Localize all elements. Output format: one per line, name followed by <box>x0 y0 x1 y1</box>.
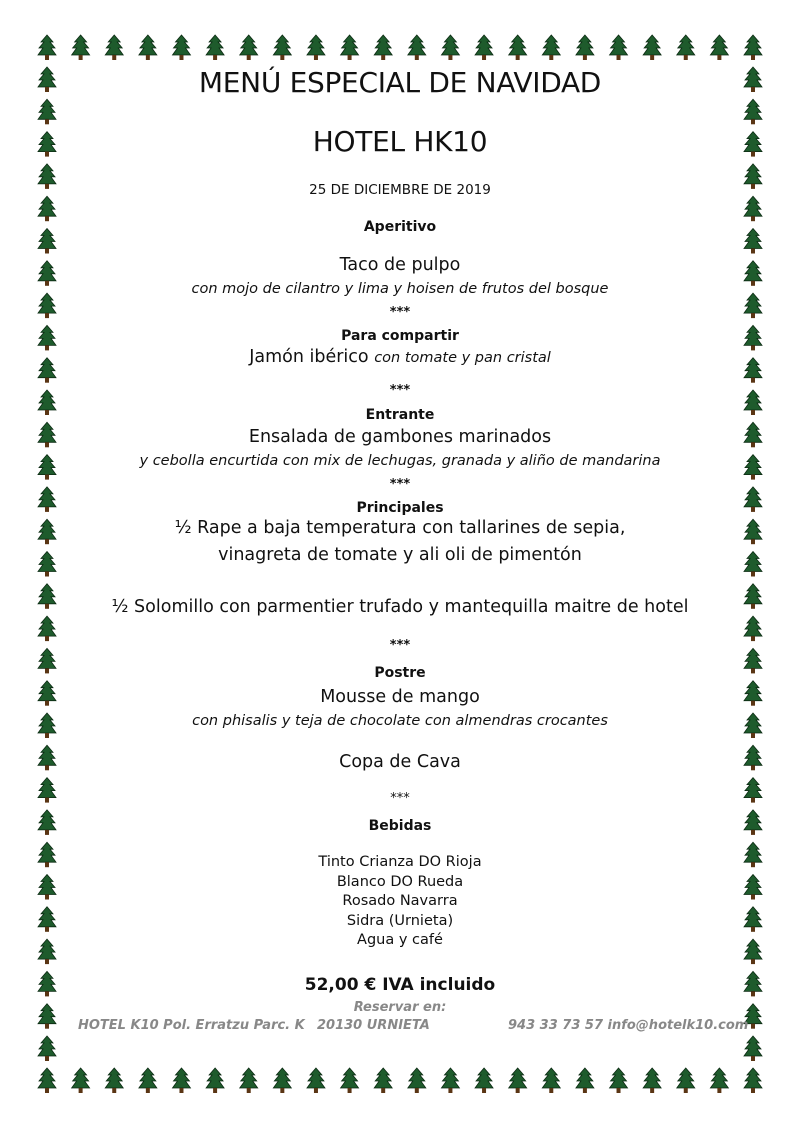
christmas-tree-icon <box>105 35 123 60</box>
christmas-tree-icon <box>38 487 56 512</box>
christmas-tree-icon <box>744 745 762 770</box>
christmas-tree-icon <box>509 35 527 60</box>
dish-principal-2: ½ Solomillo con parmentier trufado y mantequilla maitre de hotel <box>111 597 689 617</box>
christmas-tree-icon <box>610 1068 628 1093</box>
separator: *** <box>390 791 410 806</box>
christmas-tree-icon <box>273 35 291 60</box>
christmas-tree-icon <box>576 35 594 60</box>
section-heading-compartir: Para compartir <box>341 328 459 344</box>
christmas-tree-icon <box>542 35 560 60</box>
christmas-tree-icon <box>38 842 56 867</box>
christmas-tree-icon <box>744 971 762 996</box>
christmas-tree-icon <box>408 1068 426 1093</box>
dish-desc-compartir: con tomate y pan cristal <box>374 350 551 366</box>
menu-title: MENÚ ESPECIAL DE NAVIDAD <box>198 66 602 99</box>
dish-principal-1-line2: vinagreta de tomate y ali oli de pimentón <box>218 545 582 565</box>
christmas-tree-icon <box>744 552 762 577</box>
christmas-tree-icon <box>744 229 762 254</box>
christmas-tree-icon <box>610 35 628 60</box>
dish-copa-cava: Copa de Cava <box>339 752 461 772</box>
christmas-tree-icon <box>744 681 762 706</box>
drinks-list <box>60 853 740 951</box>
christmas-tree-icon <box>38 778 56 803</box>
christmas-tree-icon <box>744 519 762 544</box>
christmas-tree-icon <box>441 35 459 60</box>
christmas-tree-icon <box>38 810 56 835</box>
christmas-tree-icon <box>38 35 56 60</box>
footer-address: HOTEL K10 Pol. Erratzu Parc. K <box>78 1018 305 1033</box>
christmas-tree-icon <box>744 778 762 803</box>
christmas-tree-icon <box>475 1068 493 1093</box>
christmas-tree-icon <box>105 1068 123 1093</box>
christmas-tree-icon <box>744 325 762 350</box>
dish-desc-postre: con phisalis y teja de chocolate con almendras crocantes <box>192 713 608 729</box>
christmas-tree-icon <box>744 810 762 835</box>
christmas-tree-icon <box>38 552 56 577</box>
christmas-tree-icon <box>744 164 762 189</box>
dish-compartir <box>60 347 740 367</box>
christmas-tree-icon <box>744 99 762 124</box>
section-heading-bebidas: Bebidas <box>368 818 432 834</box>
christmas-tree-icon <box>542 1068 560 1093</box>
christmas-tree-icon <box>744 35 762 60</box>
christmas-tree-icon <box>744 67 762 92</box>
christmas-tree-icon <box>643 1068 661 1093</box>
christmas-tree-icon <box>744 584 762 609</box>
christmas-tree-icon <box>38 261 56 286</box>
christmas-tree-icon <box>240 1068 258 1093</box>
drink-item: Rosado Navarra <box>342 893 458 909</box>
christmas-tree-icon <box>206 35 224 60</box>
dish-desc-aperitivo: con mojo de cilantro y lima y hoisen de frutos del bosque <box>191 281 609 297</box>
christmas-tree-icon <box>38 939 56 964</box>
christmas-tree-icon <box>38 325 56 350</box>
christmas-tree-icon <box>744 1036 762 1061</box>
christmas-tree-icon <box>139 35 157 60</box>
christmas-tree-icon <box>374 1068 392 1093</box>
christmas-tree-icon <box>38 293 56 318</box>
christmas-tree-icon <box>38 99 56 124</box>
christmas-tree-icon <box>273 1068 291 1093</box>
christmas-tree-icon <box>744 842 762 867</box>
christmas-tree-icon <box>38 67 56 92</box>
christmas-tree-icon <box>206 1068 224 1093</box>
christmas-tree-icon <box>744 293 762 318</box>
christmas-tree-icon <box>677 1068 695 1093</box>
christmas-tree-icon <box>38 616 56 641</box>
christmas-tree-icon <box>744 616 762 641</box>
separator: *** <box>389 305 411 320</box>
section-heading-principales: Principales <box>356 500 444 516</box>
christmas-tree-icon <box>172 35 190 60</box>
christmas-tree-icon <box>744 713 762 738</box>
dish-desc-entrante: y cebolla encurtida con mix de lechugas, granada y aliño de mandarina <box>139 453 661 469</box>
christmas-tree-icon <box>240 35 258 60</box>
christmas-tree-icon <box>139 1068 157 1093</box>
christmas-tree-icon <box>475 35 493 60</box>
christmas-tree-icon <box>744 648 762 673</box>
christmas-tree-icon <box>38 713 56 738</box>
christmas-tree-icon <box>744 875 762 900</box>
dish-postre: Mousse de mango <box>320 687 480 707</box>
christmas-tree-icon <box>341 1068 359 1093</box>
christmas-tree-icon <box>744 907 762 932</box>
dish-principal-1-line1: ½ Rape a baja temperatura con tallarines de sepia, <box>174 518 626 538</box>
section-heading-aperitivo: Aperitivo <box>363 219 437 235</box>
dish-name-compartir: Jamón ibérico <box>249 347 369 367</box>
reserve-label: Reservar en: <box>353 1000 447 1015</box>
christmas-tree-icon <box>744 422 762 447</box>
christmas-tree-icon <box>38 196 56 221</box>
christmas-tree-icon <box>374 35 392 60</box>
christmas-tree-icon <box>72 1068 90 1093</box>
christmas-tree-icon <box>38 519 56 544</box>
christmas-tree-icon <box>677 35 695 60</box>
christmas-tree-icon <box>744 939 762 964</box>
christmas-tree-icon <box>72 35 90 60</box>
christmas-tree-icon <box>744 487 762 512</box>
christmas-tree-icon <box>38 422 56 447</box>
christmas-tree-icon <box>38 1068 56 1093</box>
separator: *** <box>389 638 411 653</box>
christmas-tree-icon <box>341 35 359 60</box>
christmas-tree-icon <box>408 35 426 60</box>
footer-contact: 943 33 73 57 info@hotelk10.com <box>508 1018 749 1033</box>
christmas-tree-icon <box>38 745 56 770</box>
dish-entrante: Ensalada de gambones marinados <box>248 427 552 447</box>
christmas-tree-icon <box>38 648 56 673</box>
christmas-tree-icon <box>744 390 762 415</box>
separator: *** <box>389 383 411 398</box>
christmas-tree-icon <box>38 455 56 480</box>
christmas-tree-icon <box>744 455 762 480</box>
drink-item: Sidra (Urnieta) <box>346 912 454 929</box>
christmas-tree-icon <box>38 875 56 900</box>
drink-item: Tinto Crianza DO Rioja <box>318 854 482 870</box>
christmas-tree-icon <box>744 261 762 286</box>
christmas-tree-icon <box>509 1068 527 1093</box>
christmas-tree-icon <box>38 229 56 254</box>
christmas-tree-icon <box>441 1068 459 1093</box>
christmas-tree-icon <box>576 1068 594 1093</box>
christmas-tree-icon <box>38 132 56 157</box>
christmas-tree-icon <box>38 1036 56 1061</box>
christmas-tree-icon <box>307 35 325 60</box>
christmas-tree-icon <box>710 1068 728 1093</box>
section-heading-postre: Postre <box>374 665 426 681</box>
hotel-name: HOTEL HK10 <box>312 125 488 158</box>
christmas-tree-icon <box>38 164 56 189</box>
separator: *** <box>389 477 411 492</box>
christmas-tree-icon <box>38 681 56 706</box>
christmas-tree-icon <box>744 1068 762 1093</box>
christmas-tree-icon <box>643 35 661 60</box>
dish-aperitivo: Taco de pulpo <box>339 255 461 275</box>
christmas-tree-icon <box>38 584 56 609</box>
christmas-tree-icon <box>744 196 762 221</box>
christmas-tree-icon <box>38 358 56 383</box>
drink-item: Agua y café <box>357 932 443 948</box>
christmas-tree-icon <box>744 358 762 383</box>
drink-item: Blanco DO Rueda <box>336 873 464 890</box>
christmas-tree-icon <box>710 35 728 60</box>
menu-date: 25 DE DICIEMBRE DE 2019 <box>309 182 491 198</box>
christmas-tree-icon <box>172 1068 190 1093</box>
christmas-tree-icon <box>744 132 762 157</box>
price: 52,00 € IVA incluido <box>304 975 496 995</box>
christmas-tree-icon <box>38 390 56 415</box>
footer-city: 20130 URNIETA <box>317 1018 430 1033</box>
christmas-tree-icon <box>38 971 56 996</box>
christmas-tree-icon <box>38 907 56 932</box>
christmas-tree-icon <box>38 1004 56 1029</box>
section-heading-entrante: Entrante <box>365 407 435 423</box>
christmas-tree-icon <box>307 1068 325 1093</box>
